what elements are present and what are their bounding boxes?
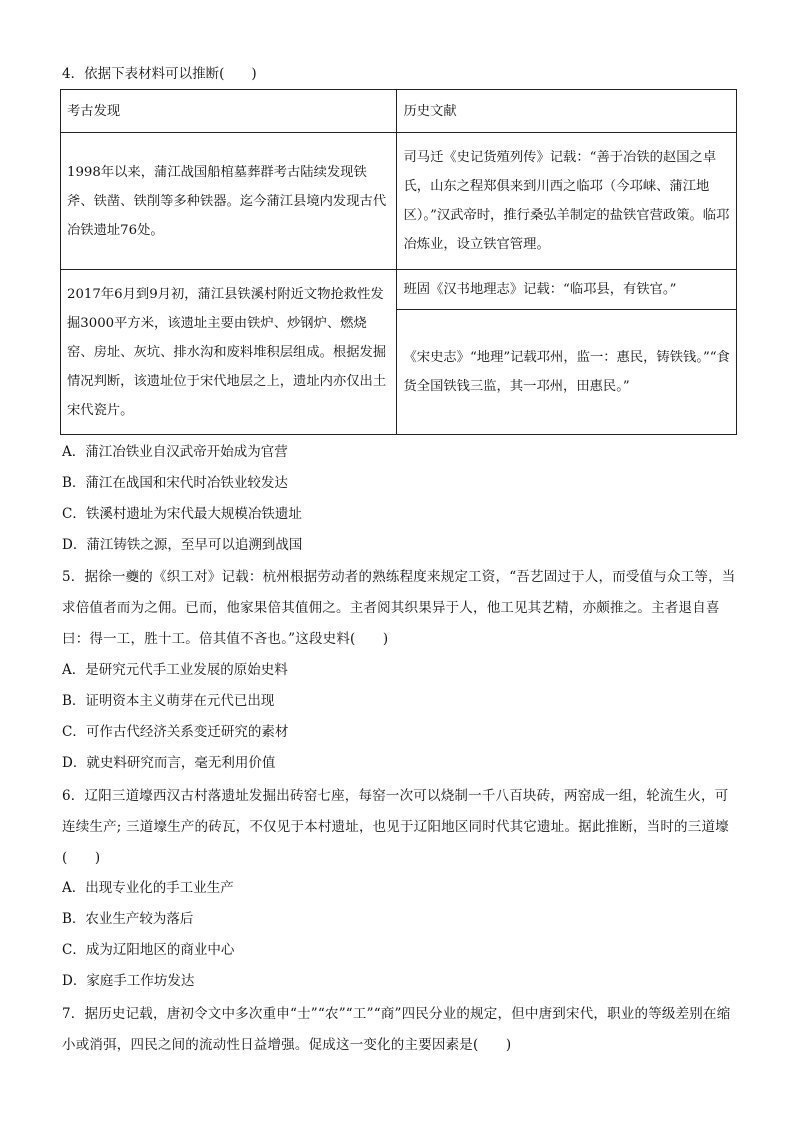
q5-option-a[interactable]: A．是研究元代手工业发展的原始史料 bbox=[62, 662, 288, 678]
table-header-archaeology: 考古发现 bbox=[61, 90, 397, 133]
q4-option-d[interactable]: D．蒲江铸铁之源，至早可以追溯到战国 bbox=[62, 537, 303, 553]
q6-stem: 6．辽阳三道壕西汉古村落遗址发掘出砖窑七座，每窑一次可以烧制一千八百块砖，两窑成一组，轮流生火，可连续生产; 三道壕生产的砖瓦，不仅见于本村遗址，也见于辽阳地区同时代其它遗址。据此推断，当时的三道壕( ) bbox=[62, 788, 729, 866]
table-cell-documents-2a: 班固《汉书地理志》记载：“临邛县，有铁官。” bbox=[397, 270, 737, 310]
q5-option-b[interactable]: B．证明资本主义萌芽在元代已出现 bbox=[62, 693, 275, 709]
table-cell-documents-2b: 《宋史志》“地理”记载邛州，监一：惠民，铸铁钱。”“食货全国铁钱三监，其一邛州，田惠民。” bbox=[397, 310, 737, 435]
q4-stem: 4．依据下表材料可以推断( ) bbox=[62, 66, 257, 82]
q5-option-c[interactable]: C．可作古代经济关系变迁研究的素材 bbox=[62, 724, 289, 740]
q5-option-d[interactable]: D．就史料研究而言，毫无利用价值 bbox=[62, 755, 276, 771]
q4-source-table bbox=[60, 89, 737, 435]
q4-option-b[interactable]: B．蒲江在战国和宋代时冶铁业较发达 bbox=[62, 475, 288, 491]
q5-stem: 5．据徐一夔的《织工对》记载：杭州根据劳动者的熟练程度来规定工资，“吾艺固过于人，而受值与众工等，当求倍值者而为之佣。已而，他家果倍其值佣之。主者阅其织果异于人，他工见其艺精，亦颇推之。主者退自喜曰：得一工，胜十工。倍其值不吝也。”这段史料( ) bbox=[62, 569, 736, 647]
q6-option-b[interactable]: B．农业生产较为落后 bbox=[62, 911, 194, 927]
q6-option-c[interactable]: C．成为辽阳地区的商业中心 bbox=[62, 942, 235, 958]
q6-option-a[interactable]: A．出现专业化的手工业生产 bbox=[62, 880, 234, 896]
q6-option-d[interactable]: D．家庭手工作坊发达 bbox=[62, 973, 195, 989]
q7-stem: 7．据历史记载，唐初令文中多次重申“士”“农”“工”“商”四民分业的规定，但中唐到宋代，职业的等级差别在缩小或消弭，四民之间的流动性日益增强。促成这一变化的主要因素是( ) bbox=[62, 1006, 731, 1053]
q4-option-a[interactable]: A．蒲江冶铁业自汉武帝开始成为官营 bbox=[62, 444, 288, 460]
table-cell-documents-1: 司马迁《史记货殖列传》记载：“善于冶铁的赵国之卓氏，山东之程郑俱来到川西之临邛（今邛崃、蒲江地区）。”汉武帝时，推行桑弘羊制定的盐铁官营政策。临邛冶炼业，设立铁官管理。 bbox=[397, 133, 737, 270]
table-cell-archaeology-1: 1998年以来，蒲江战国船棺墓葬群考古陆续发现铁斧、铁凿、铁削等多种铁器。迄今蒲江县境内发现古代冶铁遗址76处。 bbox=[61, 133, 397, 270]
q4-option-c[interactable]: C．铁溪村遗址为宋代最大规模冶铁遗址 bbox=[62, 506, 302, 522]
table-header-documents: 历史文献 bbox=[397, 90, 737, 133]
table-cell-archaeology-2: 2017年6月到9月初，蒲江县铁溪村附近文物抢救性发掘3000平方米，该遗址主要由铁炉、炒钢炉、燃烧窑、房址、灰坑、排水沟和废料堆积层组成。根据发掘情况判断，该遗址位于宋代地层之上，遗址内亦仅出土宋代瓷片。 bbox=[61, 270, 397, 435]
